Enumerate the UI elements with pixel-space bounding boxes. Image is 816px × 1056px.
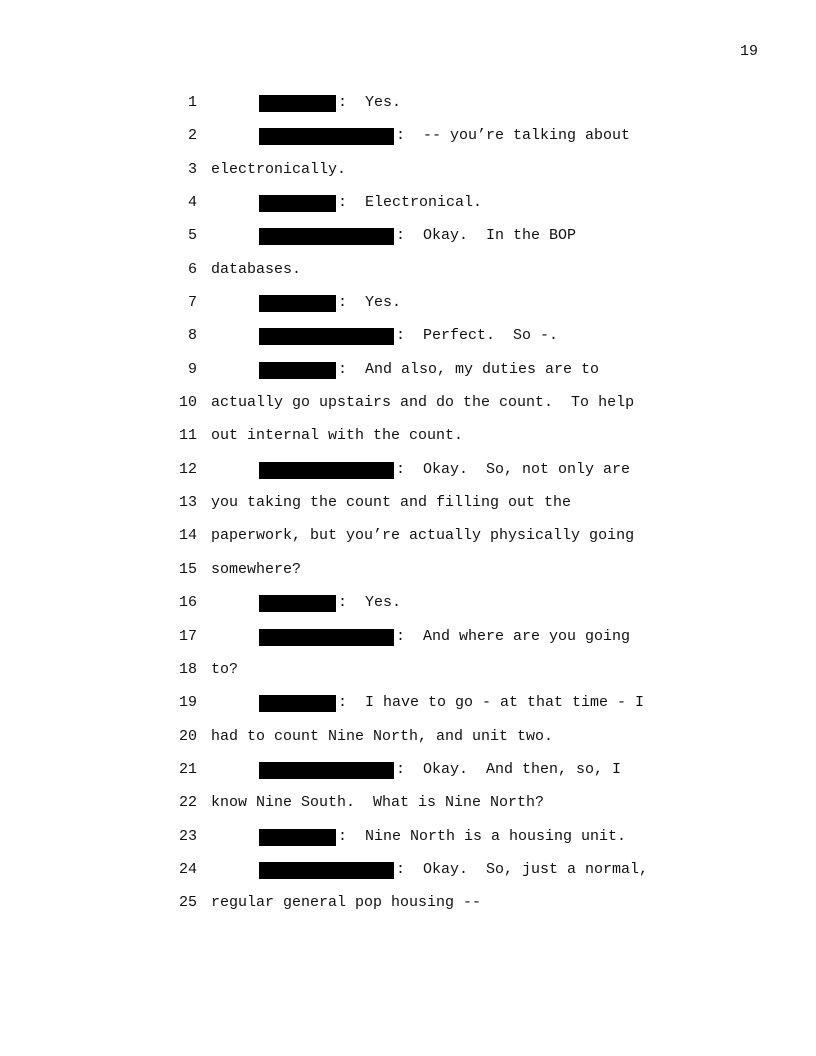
transcript-line <box>0 860 816 893</box>
transcript-body <box>0 93 816 927</box>
line-text: : And where are you going <box>396 627 631 645</box>
line-text: : Okay. So, just a normal, <box>396 860 649 878</box>
line-text: databases. <box>211 260 302 278</box>
transcript-line <box>0 893 816 926</box>
line-text: : Yes. <box>338 594 402 612</box>
line-text: actually go upstairs and do the count. To help <box>211 394 635 412</box>
line-number: 12 <box>178 460 197 478</box>
line-number: 24 <box>178 860 197 878</box>
transcript-line <box>0 326 816 359</box>
line-text: had to count Nine North, and unit two. <box>211 727 554 745</box>
line-number: 10 <box>178 394 197 412</box>
speaker-redaction <box>259 862 394 879</box>
line-text: : Yes. <box>338 94 402 111</box>
line-number: 18 <box>178 660 197 678</box>
speaker-redaction <box>259 829 336 846</box>
transcript-line <box>0 560 816 593</box>
line-number: 3 <box>187 160 197 178</box>
speaker-redaction <box>259 462 394 479</box>
line-text: somewhere? <box>211 560 302 578</box>
transcript-line <box>0 526 816 559</box>
transcript-line <box>0 360 816 393</box>
line-number: 4 <box>187 194 197 212</box>
transcript-line <box>0 827 816 860</box>
line-number: 9 <box>187 360 197 378</box>
speaker-redaction <box>259 228 394 245</box>
speaker-redaction <box>259 195 336 212</box>
transcript-line <box>0 460 816 493</box>
line-text: paperwork, but you’re actually physically going <box>211 527 635 545</box>
speaker-redaction <box>259 629 394 646</box>
line-text: out internal with the count. <box>211 427 464 445</box>
transcript-line <box>0 426 816 459</box>
transcript-line <box>0 593 816 626</box>
speaker-redaction <box>259 328 394 345</box>
line-number: 7 <box>187 294 197 312</box>
speaker-redaction <box>259 695 336 712</box>
transcript-line <box>0 660 816 693</box>
line-number: 2 <box>187 127 197 145</box>
line-text: to? <box>211 660 239 678</box>
line-text: : Okay. In the BOP <box>396 227 577 245</box>
line-text: regular general pop housing -- <box>211 894 482 912</box>
line-number: 16 <box>178 594 197 612</box>
line-text: : I have to go - at that time - I <box>338 694 645 712</box>
line-text: you taking the count and filling out the <box>211 494 572 512</box>
transcript-line <box>0 793 816 826</box>
line-number: 8 <box>187 327 197 345</box>
line-text: : Perfect. So -. <box>396 327 559 345</box>
transcript-line <box>0 193 816 226</box>
transcript-line <box>0 393 816 426</box>
speaker-redaction <box>259 595 336 612</box>
transcript-line <box>0 693 816 726</box>
page-number: 19 <box>740 43 759 60</box>
transcript-line <box>0 160 816 193</box>
line-number: 21 <box>178 760 197 778</box>
line-text: electronically. <box>211 160 347 178</box>
line-text: : -- you’re talking about <box>396 127 631 145</box>
speaker-redaction <box>259 128 394 145</box>
transcript-line <box>0 493 816 526</box>
speaker-redaction <box>259 95 336 112</box>
line-number: 20 <box>178 727 197 745</box>
line-number: 15 <box>178 560 197 578</box>
line-text: : Okay. And then, so, I <box>396 760 622 778</box>
line-text: : Electronical. <box>338 194 483 212</box>
transcript-line <box>0 126 816 159</box>
line-number: 25 <box>178 894 197 912</box>
line-number: 1 <box>187 94 197 111</box>
line-text: : Nine North is a housing unit. <box>338 827 627 845</box>
line-text: : And also, my duties are to <box>338 360 600 378</box>
line-number: 23 <box>178 827 197 845</box>
line-text: : Yes. <box>338 294 402 312</box>
speaker-redaction <box>259 762 394 779</box>
transcript-line <box>0 727 816 760</box>
transcript-line <box>0 226 816 259</box>
line-number: 14 <box>178 527 197 545</box>
transcript-line <box>0 93 816 126</box>
line-text: know Nine South. What is Nine North? <box>211 794 545 812</box>
line-number: 11 <box>178 427 197 445</box>
transcript-line <box>0 760 816 793</box>
speaker-redaction <box>259 362 336 379</box>
speaker-redaction <box>259 295 336 312</box>
transcript-line <box>0 260 816 293</box>
transcript-line <box>0 627 816 660</box>
transcript-line <box>0 293 816 326</box>
line-number: 22 <box>178 794 197 812</box>
line-number: 13 <box>178 494 197 512</box>
line-number: 5 <box>187 227 197 245</box>
line-number: 17 <box>178 627 197 645</box>
line-number: 19 <box>178 694 197 712</box>
line-text: : Okay. So, not only are <box>396 460 631 478</box>
line-number: 6 <box>187 260 197 278</box>
